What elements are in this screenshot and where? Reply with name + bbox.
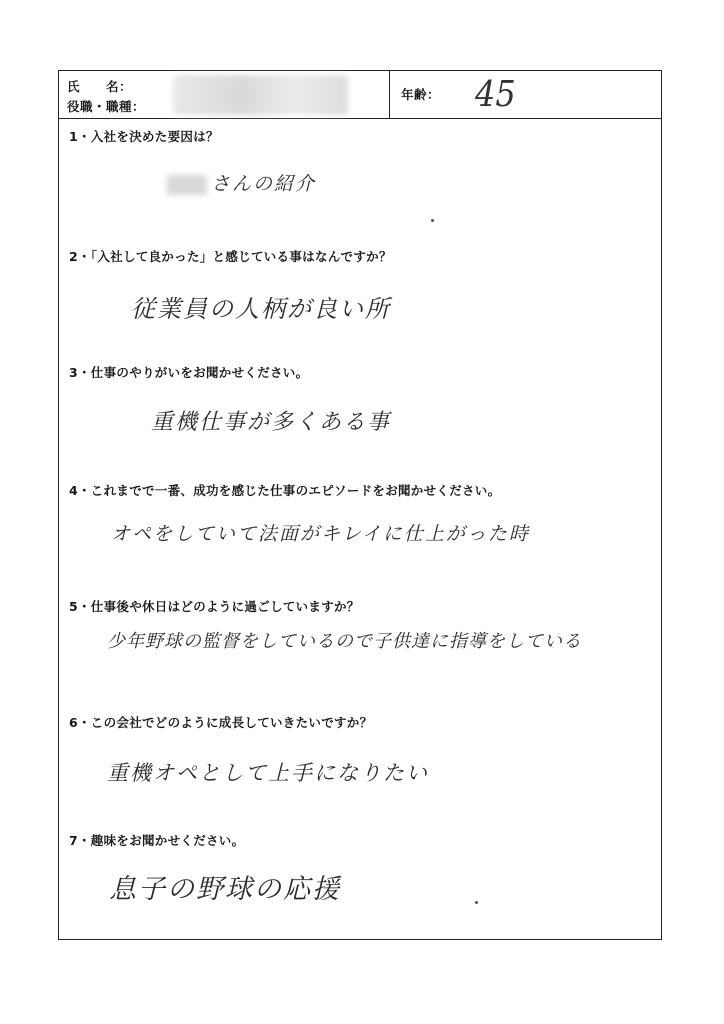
- answer-5: 少年野球の監督をしているので子供達に指導をしている: [107, 631, 582, 652]
- question-1: 1・入社を決めた要因は？: [69, 129, 219, 144]
- answer-6: 重機オペとして上手になりたい: [107, 761, 429, 785]
- age-value: 45: [475, 73, 516, 115]
- form-header: [59, 71, 661, 119]
- answer-4: オペをしていて法面がキレイに仕上がった時: [111, 523, 530, 545]
- answer-3: 重機仕事が多くある事: [151, 410, 392, 435]
- question-3: 3・仕事のやりがいをお聞かせください。: [69, 365, 309, 380]
- answer-1-text: さんの紹介: [211, 173, 317, 195]
- question-5: 5・仕事後や休日はどのように過ごしていますか？: [69, 599, 360, 614]
- redacted-person: [167, 175, 207, 195]
- answer-2: 従業員の人柄が良い所: [131, 295, 391, 323]
- question-6: 6・この会社でどのように成長していきたいですか？: [69, 715, 373, 730]
- name-label: 氏 名：: [67, 79, 133, 94]
- position-label: 役職・職種：: [67, 99, 146, 114]
- header-divider: [389, 71, 390, 118]
- answer-7: 息子の野球の応援: [109, 874, 341, 905]
- scan-speck: [431, 219, 434, 222]
- scan-speck: [475, 901, 478, 904]
- questionnaire-form: [58, 70, 662, 940]
- question-7: 7・趣味をお聞かせください。: [69, 833, 245, 848]
- question-2: 2・「入社して良かった」と感じている事はなんですか？: [69, 249, 392, 264]
- redacted-name: [173, 75, 348, 115]
- answer-1: [167, 169, 316, 196]
- question-4: 4・これまでで一番、成功を感じた仕事のエピソードをお聞かせください。: [69, 483, 501, 498]
- age-label: 年齢：: [401, 87, 441, 102]
